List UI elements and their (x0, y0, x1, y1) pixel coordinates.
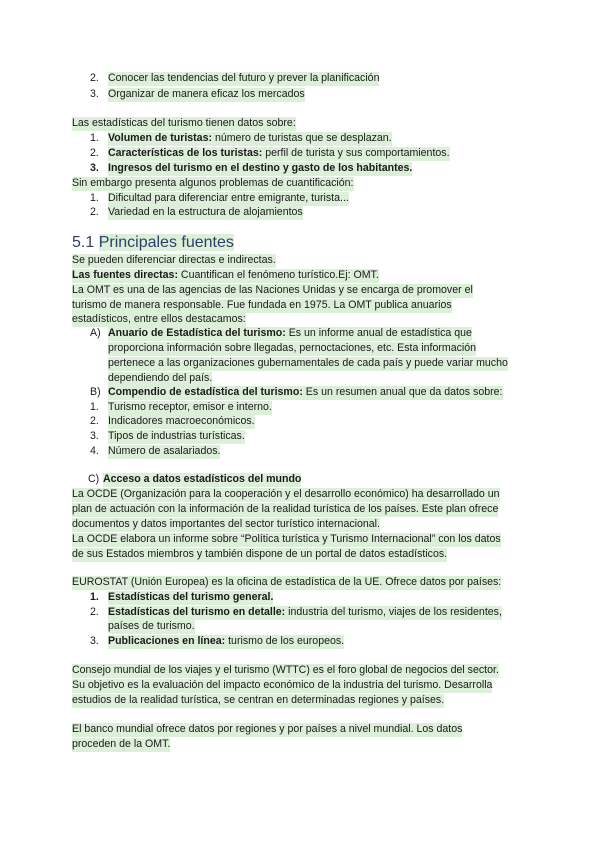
list-number: 3. (90, 430, 99, 442)
section-heading (72, 233, 234, 253)
list-item-text: turismo de los europeos. (225, 635, 345, 647)
list-item: Tipos de industrias turísticas. (108, 430, 245, 442)
list-item-continuation: dependiendo del país. (108, 372, 213, 384)
list-letter: A) (90, 327, 101, 339)
list-number: 4. (90, 445, 99, 457)
list-item-bold: Volumen de turistas: (108, 132, 212, 144)
paragraph-line: de sus Estados miembros y también dispone de un portal de datos estadísticos. (72, 548, 448, 560)
paragraph-line: La OCDE elabora un informe sobre “Política turística y Turismo Internacional” con los datos (72, 533, 501, 545)
list-item-bold: Estadísticas del turismo general. (108, 591, 274, 603)
list-item-continuation: proporciona información sobre llegadas, pernoctaciones, etc. Esta información (108, 342, 477, 354)
list-item (108, 162, 412, 176)
section-title: Principales fuentes (98, 234, 234, 251)
list-item-text: industria del turismo, viajes de los residentes, (285, 606, 502, 618)
list-item (108, 591, 273, 605)
paragraph-line: documentos y datos importantes del sector turístico internacional. (72, 518, 380, 530)
list-item-continuation: países de turismo. (108, 620, 195, 632)
stats-intro: Las estadísticas del turismo tienen datos sobre: (72, 117, 296, 129)
list-number: 2. (90, 72, 99, 84)
list-item: Indicadores macroeconómicos. (108, 415, 255, 427)
list-item-bold: Acceso a datos estadísticos del mundo (103, 473, 302, 485)
direct-sources-text: Cuantifican el fenómeno turístico.Ej: OMT. (177, 269, 379, 281)
paragraph-line: Su objetivo es la evaluación del impacto económico de la industria del turismo. Desarrolla (72, 679, 493, 691)
list-item-text: número de turistas que se desplazan. (212, 132, 392, 144)
list-item: Variedad en la estructura de alojamientos (108, 206, 303, 218)
list-item (108, 147, 450, 161)
list-letter: C) (88, 473, 100, 485)
list-number: 3. (90, 162, 99, 174)
list-item: Organizar de manera eficaz los mercados (108, 88, 305, 100)
list-item-text: perfil de turista y sus comportamientos. (262, 147, 450, 159)
list-item-bold: Estadísticas del turismo en detalle: (108, 606, 286, 618)
paragraph-line: La OMT es una de las agencias de las Naciones Unidas y se encarga de promover el (72, 284, 473, 296)
list-number: 2. (90, 206, 99, 218)
sources-intro: Se pueden diferenciar directas e indirectas. (72, 254, 276, 266)
paragraph-line: estadísticos, entre ellos destacamos: (72, 313, 246, 325)
list-item-text: Es un resumen anual que da datos sobre: (302, 386, 503, 398)
eurostat-intro: EUROSTAT (Unión Europea) es la oficina de estadística de la UE. Ofrece datos por países: (72, 576, 502, 588)
list-item (108, 606, 502, 620)
list-item (108, 386, 503, 400)
direct-sources (72, 269, 379, 283)
list-item-bold: Compendio de estadística del turismo: (108, 386, 303, 398)
list-item-bold: Anuario de Estadística del turismo: (108, 327, 286, 339)
list-letter: B) (90, 386, 101, 398)
paragraph-line: Consejo mundial de los viajes y el turismo (WTTC) es el foro global de negocios del sector. (72, 664, 499, 676)
list-item: Turismo receptor, emisor e interno. (108, 401, 272, 413)
list-item-bold: Publicaciones en línea: (108, 635, 226, 647)
list-item-bold: Características de los turistas: (108, 147, 263, 159)
list-number: 1. (90, 192, 99, 204)
paragraph-line: La OCDE (Organización para la cooperación y el desarrollo económico) ha desarrollado un (72, 488, 500, 500)
list-number: 1. (90, 401, 99, 413)
list-item (103, 473, 301, 487)
list-item (108, 327, 472, 341)
list-number: 1. (90, 132, 99, 144)
list-item: Dificultad para diferenciar entre emigrante, turista... (108, 192, 349, 204)
list-number: 2. (90, 147, 99, 159)
paragraph-line: proceden de la OMT. (72, 738, 171, 750)
direct-sources-bold: Las fuentes directas: (72, 269, 178, 281)
list-item-bold: Ingresos del turismo en el destino y gasto de los habitantes. (108, 162, 413, 174)
paragraph-line: estudios de la realidad turística, se centran en determinadas regiones y países. (72, 694, 445, 706)
list-number: 1. (90, 591, 99, 603)
list-item-text: Es un informe anual de estadística que (285, 327, 472, 339)
list-number: 2. (90, 606, 99, 618)
section-number: 5.1 (72, 234, 99, 251)
list-item: Número de asalariados. (108, 445, 221, 457)
list-item-continuation: pertenece a las organizaciones gubernamentales de cada país y puede variar mucho (108, 357, 508, 369)
list-item (108, 635, 344, 649)
list-number: 3. (90, 88, 99, 100)
list-item (108, 132, 392, 146)
list-number: 3. (90, 635, 99, 647)
paragraph-line: El banco mundial ofrece datos por regiones y por países a nivel mundial. Los datos (72, 723, 463, 735)
paragraph-line: turismo de manera responsable. Fue fundada en 1975. La OMT publica anuarios (72, 299, 452, 311)
problems-intro: Sin embargo presenta algunos problemas de cuantificación: (72, 177, 354, 189)
paragraph-line: plan de actuación con la información de la realidad turística de los países. Este plan ofrece (72, 503, 499, 515)
list-number: 2. (90, 415, 99, 427)
list-item: Conocer las tendencias del futuro y prever la planificación (108, 72, 380, 84)
